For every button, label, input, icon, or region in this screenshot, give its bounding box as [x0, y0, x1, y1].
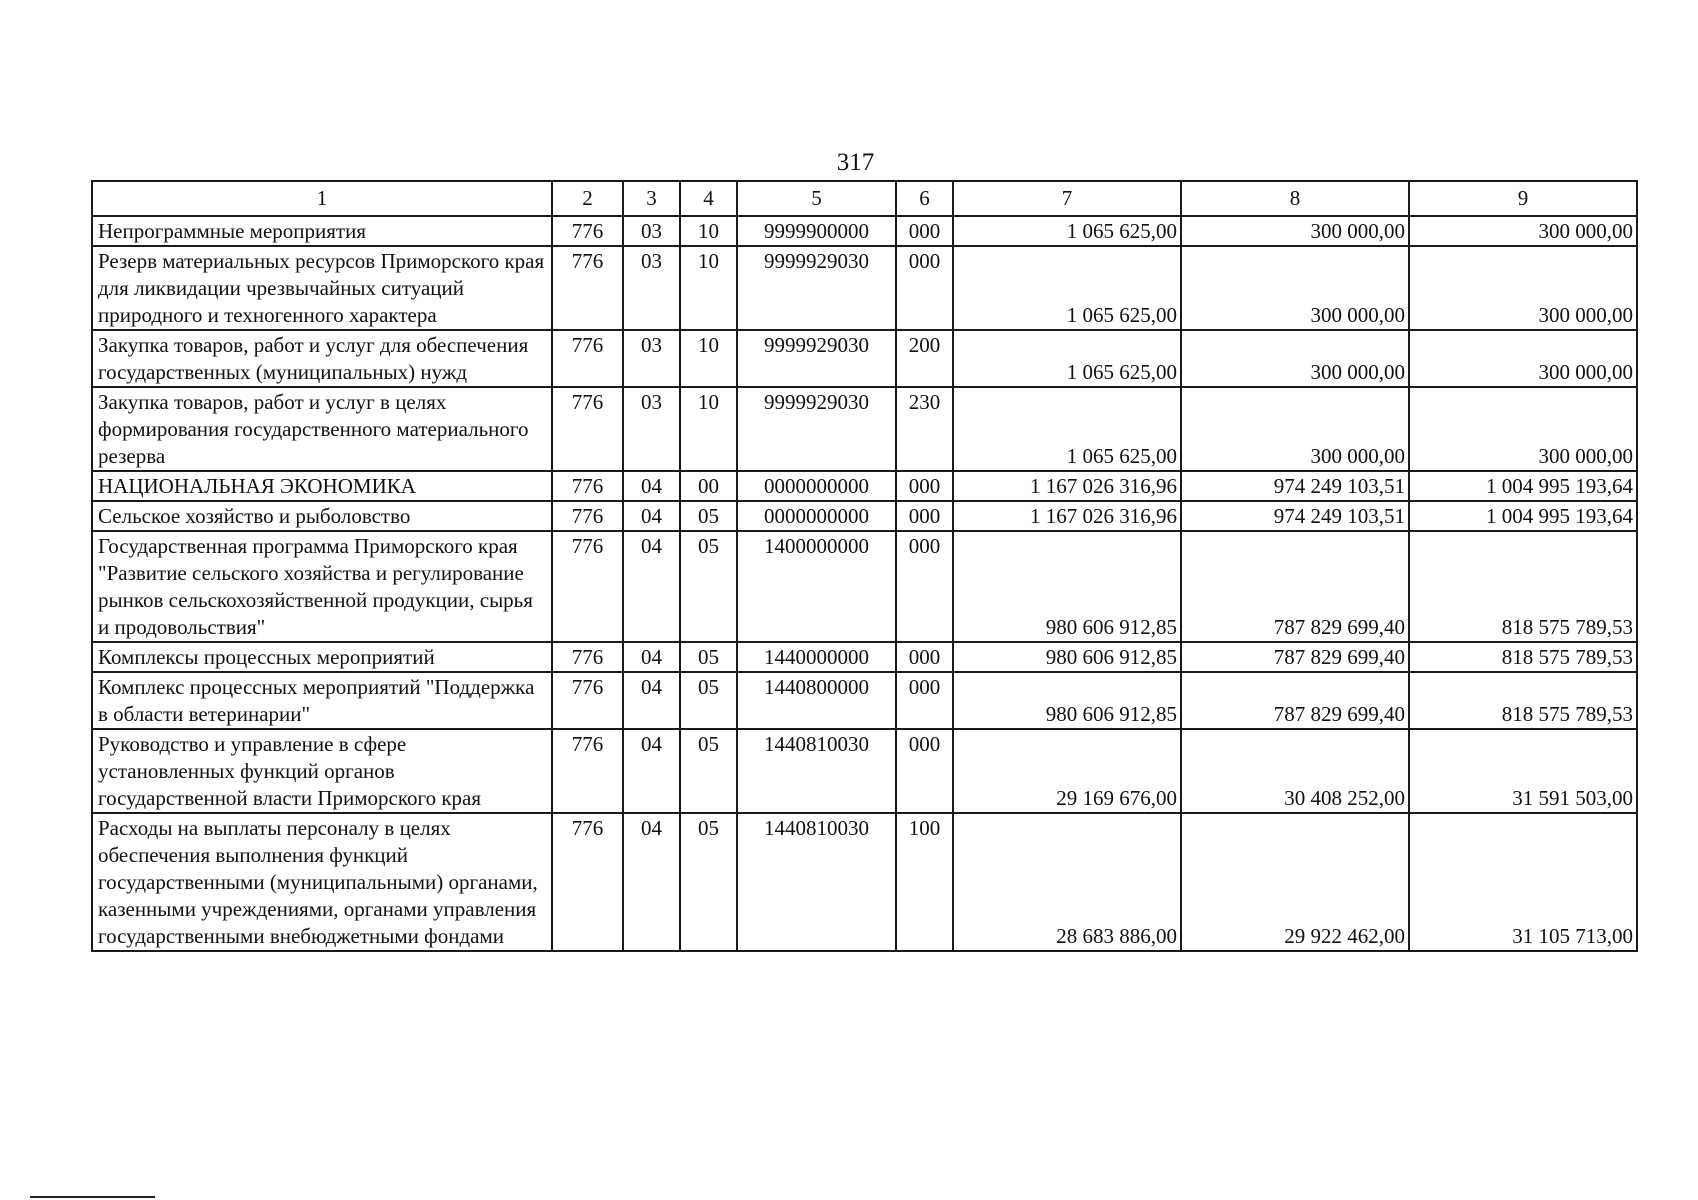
amount-year-3: 1 004 995 193,64 [1409, 471, 1637, 501]
amount-year-2: 300 000,00 [1181, 387, 1409, 471]
expense-type-code: 230 [896, 387, 953, 471]
subsection-code: 00 [680, 471, 737, 501]
amount-year-2: 974 249 103,51 [1181, 501, 1409, 531]
table-row [92, 729, 1637, 813]
amount-year-1: 1 065 625,00 [953, 387, 1181, 471]
subsection-code: 05 [680, 813, 737, 951]
header-row [92, 181, 1637, 216]
column-header: 9 [1409, 181, 1637, 216]
amount-year-1: 1 167 026 316,96 [953, 471, 1181, 501]
subsection-code: 10 [680, 246, 737, 330]
amount-year-3: 300 000,00 [1409, 216, 1637, 246]
expense-type-code: 000 [896, 501, 953, 531]
amount-year-3: 300 000,00 [1409, 246, 1637, 330]
amount-year-3: 1 004 995 193,64 [1409, 501, 1637, 531]
section-code: 04 [623, 729, 680, 813]
expense-type-code: 000 [896, 246, 953, 330]
expense-type-code: 000 [896, 672, 953, 729]
amount-year-3: 818 575 789,53 [1409, 672, 1637, 729]
amount-year-2: 300 000,00 [1181, 216, 1409, 246]
ministry-code: 776 [552, 471, 623, 501]
target-code: 9999900000 [737, 216, 896, 246]
section-code: 04 [623, 531, 680, 642]
target-code: 1440000000 [737, 642, 896, 672]
section-code: 03 [623, 216, 680, 246]
column-header: 8 [1181, 181, 1409, 216]
section-code: 03 [623, 246, 680, 330]
target-code: 1440800000 [737, 672, 896, 729]
amount-year-2: 29 922 462,00 [1181, 813, 1409, 951]
table-row [92, 813, 1637, 951]
ministry-code: 776 [552, 813, 623, 951]
budget-table [91, 180, 1638, 952]
section-code: 03 [623, 330, 680, 387]
section-code: 04 [623, 501, 680, 531]
ministry-code: 776 [552, 501, 623, 531]
table-row [92, 216, 1637, 246]
ministry-code: 776 [552, 330, 623, 387]
expense-type-code: 000 [896, 471, 953, 501]
item-name: Сельское хозяйство и рыболовство [92, 501, 552, 531]
target-code: 9999929030 [737, 330, 896, 387]
amount-year-1: 1 065 625,00 [953, 216, 1181, 246]
expense-type-code: 000 [896, 216, 953, 246]
subsection-code: 10 [680, 387, 737, 471]
ministry-code: 776 [552, 672, 623, 729]
ministry-code: 776 [552, 642, 623, 672]
ministry-code: 776 [552, 729, 623, 813]
amount-year-1: 29 169 676,00 [953, 729, 1181, 813]
amount-year-3: 818 575 789,53 [1409, 642, 1637, 672]
subsection-code: 05 [680, 672, 737, 729]
section-code: 03 [623, 387, 680, 471]
amount-year-3: 31 105 713,00 [1409, 813, 1637, 951]
amount-year-1: 1 065 625,00 [953, 330, 1181, 387]
subsection-code: 05 [680, 729, 737, 813]
page-number: 317 [836, 149, 875, 176]
expense-type-code: 000 [896, 642, 953, 672]
expense-type-code: 100 [896, 813, 953, 951]
amount-year-2: 787 829 699,40 [1181, 531, 1409, 642]
amount-year-3: 300 000,00 [1409, 330, 1637, 387]
target-code: 1440810030 [737, 813, 896, 951]
column-header: 1 [92, 181, 552, 216]
table-row [92, 246, 1637, 330]
amount-year-1: 1 167 026 316,96 [953, 501, 1181, 531]
column-header: 4 [680, 181, 737, 216]
target-code: 9999929030 [737, 246, 896, 330]
ministry-code: 776 [552, 246, 623, 330]
item-name: Государственная программа Приморского края "Развитие сельского хозяйства и регулирование рынков сельскохозяйственной продукции, сырья и продовольствия" [92, 531, 552, 642]
subsection-code: 05 [680, 531, 737, 642]
subsection-code: 05 [680, 501, 737, 531]
amount-year-1: 28 683 886,00 [953, 813, 1181, 951]
section-code: 04 [623, 642, 680, 672]
amount-year-2: 974 249 103,51 [1181, 471, 1409, 501]
table-row [92, 330, 1637, 387]
footnote-rule [30, 1196, 155, 1198]
item-name: Расходы на выплаты персоналу в целях обеспечения выполнения функций государственными (муниципальными) органами, казенными учреждениями, органами управления государственными внебюджетными фондами [92, 813, 552, 951]
column-header: 2 [552, 181, 623, 216]
section-code: 04 [623, 813, 680, 951]
ministry-code: 776 [552, 387, 623, 471]
subsection-code: 10 [680, 216, 737, 246]
target-code: 1400000000 [737, 531, 896, 642]
target-code: 9999929030 [737, 387, 896, 471]
expense-type-code: 000 [896, 531, 953, 642]
table-row [92, 672, 1637, 729]
amount-year-1: 980 606 912,85 [953, 642, 1181, 672]
table-row [92, 531, 1637, 642]
target-code: 1440810030 [737, 729, 896, 813]
target-code: 0000000000 [737, 501, 896, 531]
item-name: Закупка товаров, работ и услуг для обеспечения государственных (муниципальных) нужд [92, 330, 552, 387]
amount-year-2: 30 408 252,00 [1181, 729, 1409, 813]
subsection-code: 05 [680, 642, 737, 672]
item-name: Руководство и управление в сфере установленных функций органов государственной власти Приморского края [92, 729, 552, 813]
item-name: Комплекс процессных мероприятий "Поддержка в области ветеринарии" [92, 672, 552, 729]
ministry-code: 776 [552, 216, 623, 246]
amount-year-1: 980 606 912,85 [953, 531, 1181, 642]
amount-year-2: 787 829 699,40 [1181, 642, 1409, 672]
section-code: 04 [623, 672, 680, 729]
column-header: 3 [623, 181, 680, 216]
amount-year-2: 787 829 699,40 [1181, 672, 1409, 729]
column-header: 5 [737, 181, 896, 216]
item-name: Непрограммные мероприятия [92, 216, 552, 246]
amount-year-2: 300 000,00 [1181, 330, 1409, 387]
item-name: Комплексы процессных мероприятий [92, 642, 552, 672]
ministry-code: 776 [552, 531, 623, 642]
amount-year-3: 31 591 503,00 [1409, 729, 1637, 813]
subsection-code: 10 [680, 330, 737, 387]
amount-year-1: 1 065 625,00 [953, 246, 1181, 330]
table-row [92, 471, 1637, 501]
amount-year-3: 818 575 789,53 [1409, 531, 1637, 642]
expense-type-code: 200 [896, 330, 953, 387]
table-row [92, 642, 1637, 672]
column-header: 7 [953, 181, 1181, 216]
table-row [92, 387, 1637, 471]
amount-year-2: 300 000,00 [1181, 246, 1409, 330]
amount-year-1: 980 606 912,85 [953, 672, 1181, 729]
amount-year-3: 300 000,00 [1409, 387, 1637, 471]
target-code: 0000000000 [737, 471, 896, 501]
item-name: Резерв материальных ресурсов Приморского края для ликвидации чрезвычайных ситуаций природного и техногенного характера [92, 246, 552, 330]
section-code: 04 [623, 471, 680, 501]
item-name: НАЦИОНАЛЬНАЯ ЭКОНОМИКА [92, 471, 552, 501]
column-header: 6 [896, 181, 953, 216]
table-row [92, 501, 1637, 531]
expense-type-code: 000 [896, 729, 953, 813]
item-name: Закупка товаров, работ и услуг в целях формирования государственного материального резерва [92, 387, 552, 471]
